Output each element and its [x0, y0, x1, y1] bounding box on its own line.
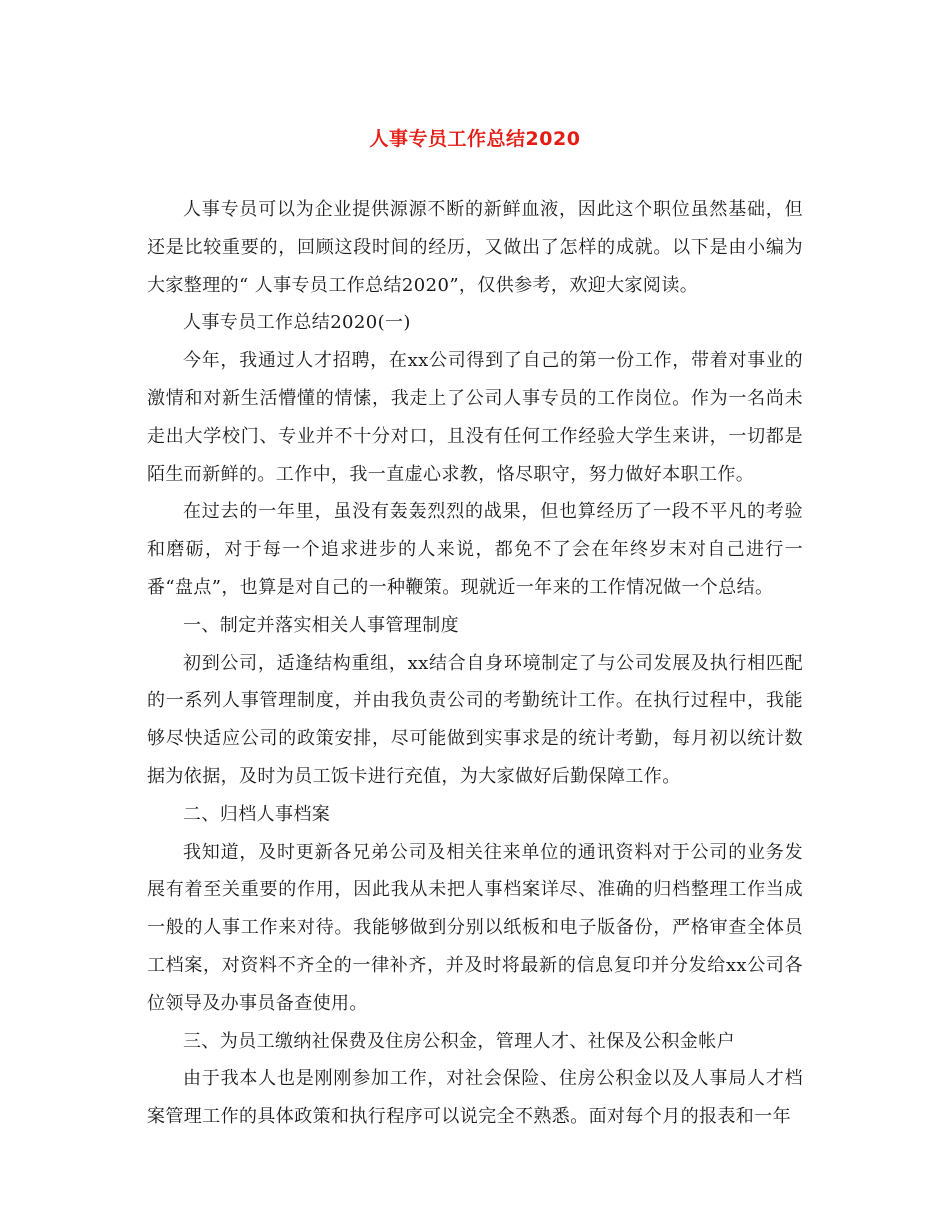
section-heading-2: 二、归档人事档案: [183, 803, 331, 825]
section-heading-part-one: 人事专员工作总结2020(一): [183, 312, 411, 334]
document-title: 人事专员工作总结2020: [369, 128, 581, 150]
document-body: [147, 191, 803, 1136]
section-heading-3: 三、为员工缴纳社保费及住房公积金，管理人才、社保及公积金帐户: [183, 1030, 735, 1052]
paragraph-section-2: 我知道，及时更新各兄弟公司及相关往来单位的通讯资料对于公司的业务发展有着至关重要的作用，因此我从未把人事档案详尽、准确的归档整理工作当成一般的人事工作来对待。我能够做到分别以纸板和电子版备份，严格审查全体员工档案，对资料不齐全的一律补齐，并及时将最新的信息复印并分发给xx公司各位领导及办事员备查使用。: [147, 841, 803, 1014]
paragraph-section-1: 初到公司，适逢结构重组，xx结合自身环境制定了与公司发展及执行相匹配的一系列人事管理制度，并由我负责公司的考勤统计工作。在执行过程中，我能够尽快适应公司的政策安排，尽可能做到实事求是的统计考勤，每月初以统计数据为依据，及时为员工饭卡进行充值，为大家做好后勤保障工作。: [147, 652, 803, 787]
paragraph-background: 今年，我通过人才招聘，在xx公司得到了自己的第一份工作，带着对事业的激情和对新生活懵懂的情愫，我走上了公司人事专员的工作岗位。作为一名尚未走出大学校门、专业并不十分对口，且没有任何工作经验大学生来讲，一切都是陌生而新鲜的。工作中，我一直虚心求教，恪尽职守，努力做好本职工作。: [147, 350, 803, 485]
paragraph-section-3: 由于我本人也是刚刚参加工作，对社会保险、住房公积金以及人事局人才档案管理工作的具体政策和执行程序可以说完全不熟悉。面对每个月的报表和一年: [147, 1068, 803, 1128]
paragraph-intro: 人事专员可以为企业提供源源不断的新鲜血液，因此这个职位虽然基础，但还是比较重要的，回顾这段时间的经历，又做出了怎样的成就。以下是由小编为大家整理的“ 人事专员工作总结2020”，仅供参考，欢迎大家阅读。: [147, 199, 803, 296]
section-heading-1: 一、制定并落实相关人事管理制度: [183, 614, 459, 636]
paragraph-review: 在过去的一年里，虽没有轰轰烈烈的战果，但也算经历了一段不平凡的考验和磨砺，对于每一个追求进步的人来说，都免不了会在年终岁末对自己进行一番“盘点”，也算是对自己的一种鞭策。现就近一年来的工作情况做一个总结。: [147, 501, 803, 598]
